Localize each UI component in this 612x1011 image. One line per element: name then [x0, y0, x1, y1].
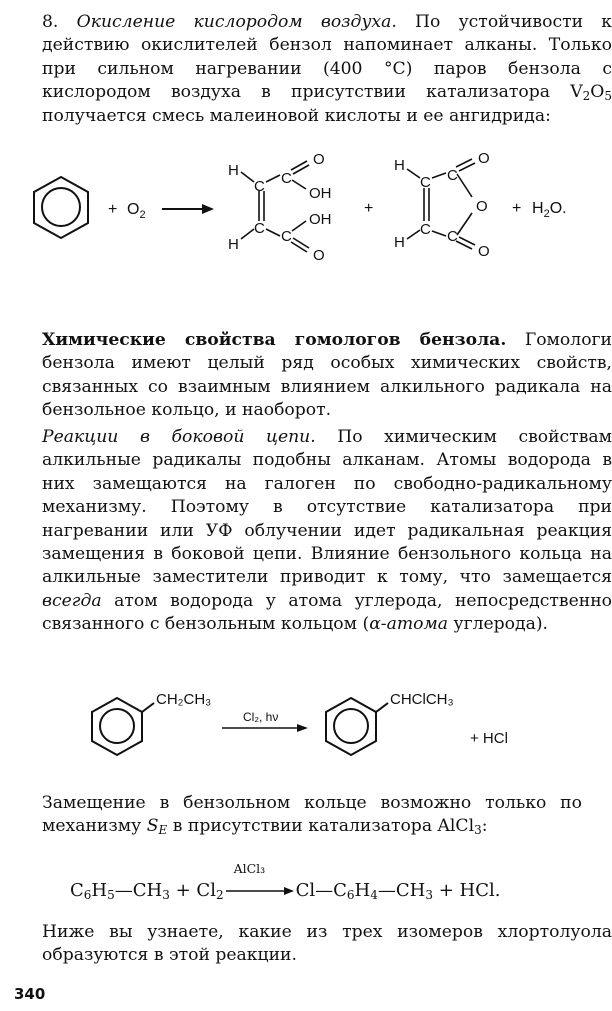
svg-text:C: C	[420, 174, 431, 191]
ethylbenzene-ring	[92, 698, 154, 755]
paragraph-ring-substitution: Замещение в бензольном кольце возможно только по механизму $S_E$ в присутствии катализатора AlCl$_3$:	[42, 793, 582, 838]
section-title: Окисление кислородом воздуха.	[76, 12, 397, 32]
paragraph-side-chain: Реакции в боковой цепи. По химическим свойствам алкильные радикалы подобны алканам. Атомы водорода в них замещаются на галоген по свободно-радикальному механизму. Поэтому в отсутствие катализатора при нагревании или УФ облучении идет радикальная реакция замещения в боковой цепи. Влияние бензольного кольца на алкильные заместители приводит к тому, что замещается всегда атом водорода у атома углерода, непосредственно связанного с бензольным кольцом (α-атома углерода).	[42, 427, 612, 635]
svg-text:O: O	[313, 247, 325, 264]
catalyst-label: AlCl₃	[233, 861, 266, 876]
paragraph-oxidation: 8. Окисление кислородом воздуха. По устойчивости к действию окислителей бензол напоминает алканы. Только при сильном нагревании (400 °C) паров бензола с кислородом воздуха в присутствии катализатора $V_2O_5$ получается смесь малеиновой кислоты и ее ангидрида:	[42, 12, 612, 126]
plus-sign: +	[512, 200, 522, 217]
ethyl-group: CH₂CH₃	[156, 691, 212, 708]
svg-text:C: C	[281, 170, 292, 187]
maleic-acid	[241, 161, 309, 252]
paragraph-homologues: Химические свойства гомологов бензола. Гомологи бензола имеют целый ряд особых химических свойств, связанных со взаимным влиянием алкильного радикала на бензольное кольцо, и наоборот.	[42, 330, 612, 421]
svg-text:H: H	[394, 234, 405, 251]
svg-text:C: C	[447, 228, 458, 245]
maleic-anhydride	[407, 159, 475, 249]
water-formula: $H_2O$.	[532, 200, 567, 220]
plus-sign: +	[364, 200, 374, 217]
section-title: Химические свойства гомологов бензола.	[42, 330, 507, 350]
svg-text:C: C	[254, 220, 265, 237]
oxygen-formula: $O_2$	[127, 201, 146, 221]
svg-text:OH: OH	[309, 185, 332, 202]
plus-sign: +	[108, 201, 118, 218]
svg-text:O: O	[478, 243, 490, 260]
chloroethyl-group: CHClCH₃	[390, 691, 454, 708]
svg-text:C: C	[281, 228, 292, 245]
benzene-ring	[34, 177, 88, 238]
svg-text:O: O	[476, 198, 488, 215]
svg-text:H: H	[228, 236, 239, 253]
svg-text:C: C	[447, 167, 458, 184]
section-number: 8.	[42, 12, 59, 32]
reaction-side-chain-chlorination	[0, 683, 600, 773]
svg-text:H: H	[394, 157, 405, 174]
svg-text:H: H	[228, 162, 239, 179]
reaction-conditions: Cl₂, hν	[243, 710, 279, 724]
svg-text:C: C	[420, 221, 431, 238]
paragraph-isomers: Ниже вы узнаете, какие из трех изомеров хлортолуола образуются в этой реакции.	[42, 922, 612, 966]
page-number: 340	[14, 985, 46, 1003]
svg-text:C: C	[254, 178, 265, 195]
section-lead: Реакции в боковой цепи.	[42, 427, 316, 447]
svg-text:O: O	[478, 150, 490, 167]
svg-text:OH: OH	[309, 211, 332, 228]
reaction-benzene-oxidation	[0, 145, 600, 275]
catalyst-arrow	[224, 861, 296, 899]
hcl-byproduct: + HCl	[470, 730, 508, 747]
toluene-chlorination-equation: $C_6H_5—CH_3 + Cl_2$ AlCl₃ $Cl—C_6H_4—CH_3$ + HCl.	[70, 861, 501, 902]
product-ring	[326, 698, 388, 755]
svg-text:O: O	[313, 151, 325, 168]
